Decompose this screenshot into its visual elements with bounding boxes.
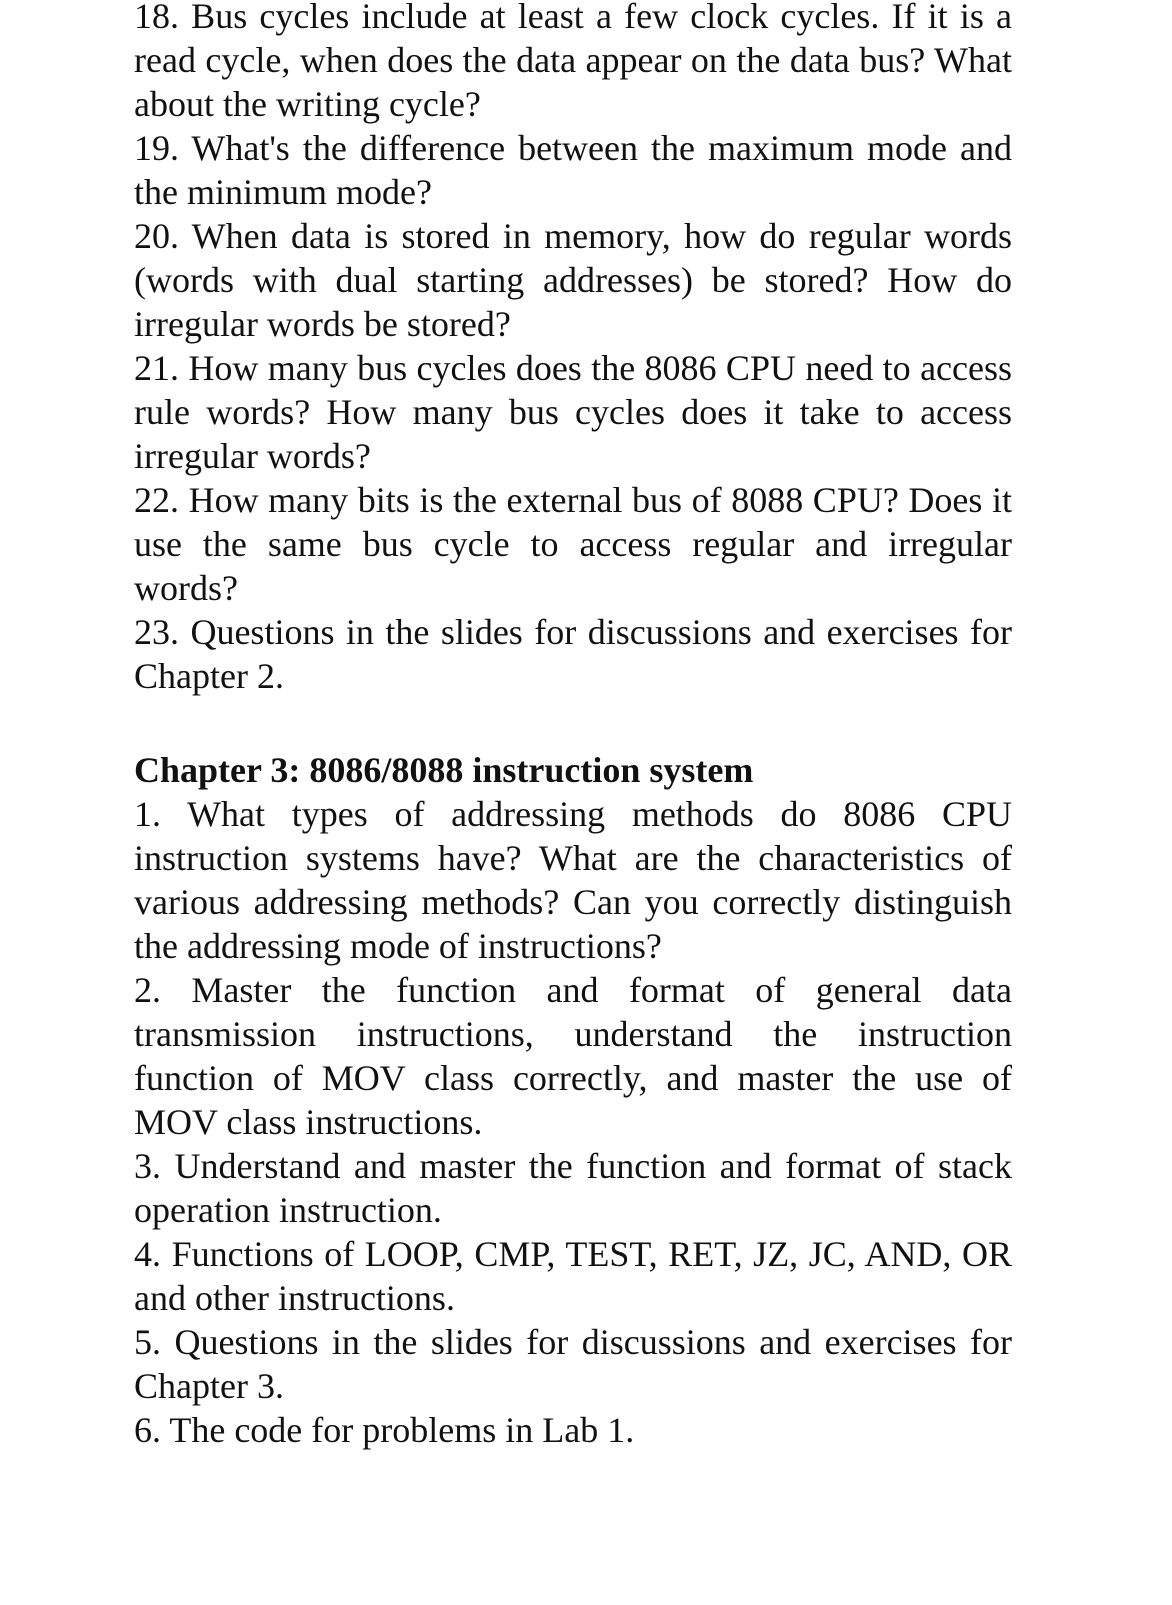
chapter-3-item-3: 3. Understand and master the function and format of stack operation instruction.: [134, 1146, 1012, 1230]
chapter-3-item-2: 2. Master the function and format of general data transmission instructions, understand the instruction function of MOV class correctly, and master the use of MOV class instructions.: [134, 970, 1012, 1142]
chapter-3-item-5: 5. Questions in the slides for discussions and exercises for Chapter 3.: [134, 1322, 1012, 1406]
section-spacer: [134, 698, 1012, 748]
chapter-3-heading: Chapter 3: 8086/8088 instruction system: [134, 750, 754, 790]
chapter-3-item-1: 1. What types of addressing methods do 8086 CPU instruction systems have? What are the characteristics of various addressing methods? Can you correctly distinguish the addressing mode of instructions?: [134, 794, 1012, 966]
question-18: 18. Bus cycles include at least a few clock cycles. If it is a read cycle, when does the data appear on the data bus? What about the writing cycle?: [134, 0, 1012, 124]
question-19: 19. What's the difference between the maximum mode and the minimum mode?: [134, 128, 1012, 212]
question-21: 21. How many bus cycles does the 8086 CPU need to access rule words? How many bus cycles does it take to access irregular words?: [134, 348, 1012, 476]
document-page: [134, 0, 1012, 1452]
question-22: 22. How many bits is the external bus of 8088 CPU? Does it use the same bus cycle to access regular and irregular words?: [134, 480, 1012, 608]
chapter-3-item-6: 6. The code for problems in Lab 1.: [134, 1410, 635, 1450]
chapter-3-item-4: 4. Functions of LOOP, CMP, TEST, RET, JZ, JC, AND, OR and other instructions.: [134, 1234, 1012, 1318]
question-20: 20. When data is stored in memory, how do regular words (words with dual starting addresses) be stored? How do irregular words be stored?: [134, 216, 1012, 344]
question-23: 23. Questions in the slides for discussions and exercises for Chapter 2.: [134, 612, 1012, 696]
